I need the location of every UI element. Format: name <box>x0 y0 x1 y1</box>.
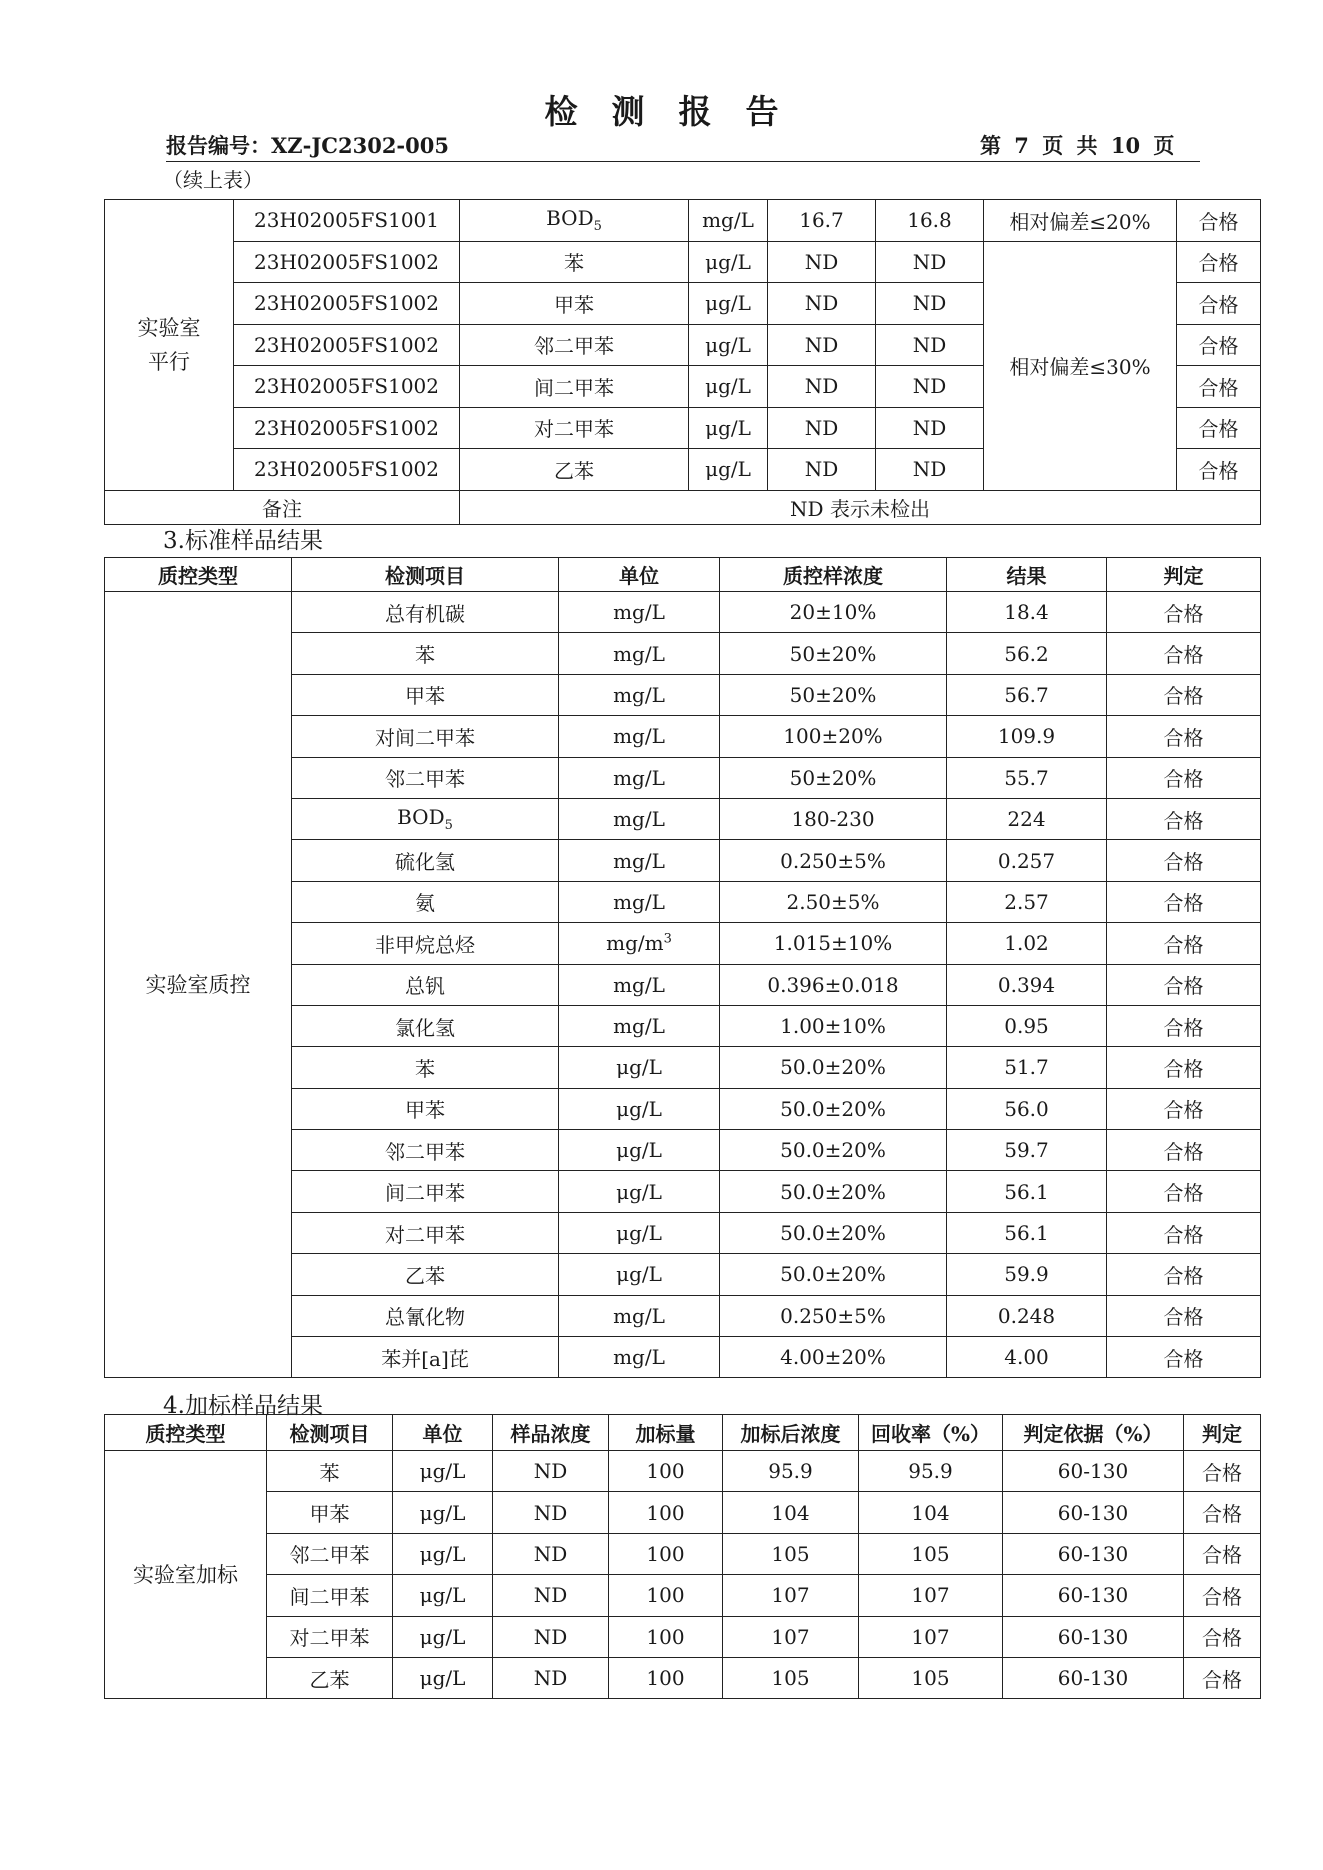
section-title-spike: 4.加标样品结果 <box>163 1393 323 1419</box>
judgment: 合格 <box>1107 716 1261 757</box>
result: 59.9 <box>947 1254 1107 1295</box>
test-item: 甲苯 <box>292 1088 559 1129</box>
result-2: ND <box>876 324 984 366</box>
remarks-row <box>105 490 1261 524</box>
test-item: 邻二甲苯 <box>292 1130 559 1171</box>
standard-sample-table <box>104 557 1261 1378</box>
sample-id: 23H02005FS1002 <box>234 324 460 366</box>
judgment-basis: 60-130 <box>1003 1575 1184 1616</box>
qc-concentration: 0.396±0.018 <box>720 964 947 1005</box>
column-header: 加标后浓度 <box>723 1415 859 1451</box>
result-1: ND <box>768 449 876 491</box>
column-header: 检测项目 <box>292 558 559 592</box>
test-item: 总钒 <box>292 964 559 1005</box>
table-row <box>105 1657 1261 1698</box>
judgment: 合格 <box>1107 1171 1261 1212</box>
recovery-rate: 105 <box>859 1657 1003 1698</box>
judgment: 合格 <box>1184 1492 1261 1533</box>
unit: μg/L <box>393 1575 493 1616</box>
section-title-standard: 3.标准样品结果 <box>163 528 323 554</box>
result-2: ND <box>876 283 984 325</box>
spike-amount: 100 <box>609 1451 723 1492</box>
test-item: 乙苯 <box>460 449 689 491</box>
recovery-rate: 104 <box>859 1492 1003 1533</box>
qc-concentration: 0.250±5% <box>720 840 947 881</box>
sample-concentration: ND <box>493 1492 609 1533</box>
test-item: 甲苯 <box>267 1492 393 1533</box>
qc-concentration: 0.250±5% <box>720 1295 947 1336</box>
result: 0.257 <box>947 840 1107 881</box>
table-header-row <box>105 1415 1261 1451</box>
result-2: ND <box>876 449 984 491</box>
recovery-rate: 107 <box>859 1575 1003 1616</box>
unit: μg/L <box>689 449 768 491</box>
post-spike-concentration: 105 <box>723 1533 859 1574</box>
result: 109.9 <box>947 716 1107 757</box>
column-header: 判定 <box>1107 558 1261 592</box>
result-2: ND <box>876 366 984 408</box>
remarks-label: 备注 <box>105 490 460 524</box>
result: 4.00 <box>947 1337 1107 1378</box>
result: 18.4 <box>947 592 1107 633</box>
post-spike-concentration: 104 <box>723 1492 859 1533</box>
test-item: 邻二甲苯 <box>292 757 559 798</box>
result: 56.2 <box>947 633 1107 674</box>
judgment: 合格 <box>1184 1533 1261 1574</box>
unit: mg/L <box>559 1005 720 1046</box>
judgment: 合格 <box>1107 1088 1261 1129</box>
test-item: 氨 <box>292 881 559 922</box>
test-item-text: BOD <box>546 206 594 231</box>
judgment: 合格 <box>1107 674 1261 715</box>
table-row <box>105 200 1261 242</box>
report-title: 检测报告 <box>544 92 813 131</box>
spike-amount: 100 <box>609 1657 723 1698</box>
qc-concentration: 50±20% <box>720 757 947 798</box>
unit: μg/L <box>689 366 768 408</box>
test-item: 乙苯 <box>267 1657 393 1698</box>
spike-amount: 100 <box>609 1575 723 1616</box>
table-row <box>105 241 1261 283</box>
qc-concentration: 1.015±10% <box>720 923 947 964</box>
table-row <box>105 1616 1261 1657</box>
result: 59.7 <box>947 1130 1107 1171</box>
judgment: 合格 <box>1177 324 1261 366</box>
judgment: 合格 <box>1107 757 1261 798</box>
column-header: 单位 <box>393 1415 493 1451</box>
judgment: 合格 <box>1177 366 1261 408</box>
result-1: ND <box>768 241 876 283</box>
post-spike-concentration: 107 <box>723 1575 859 1616</box>
judgment: 合格 <box>1177 241 1261 283</box>
qc-concentration: 50.0±20% <box>720 1130 947 1171</box>
sample-id: 23H02005FS1001 <box>234 200 460 242</box>
judgment-basis: 60-130 <box>1003 1533 1184 1574</box>
unit: μg/L <box>559 1088 720 1129</box>
unit: mg/L <box>689 200 768 242</box>
judgment-basis: 60-130 <box>1003 1492 1184 1533</box>
judgment: 合格 <box>1107 1005 1261 1046</box>
criterion: 相对偏差≤30% <box>984 241 1177 490</box>
unit: mg/L <box>559 964 720 1005</box>
qc-concentration: 50±20% <box>720 674 947 715</box>
unit: mg/L <box>559 840 720 881</box>
judgment: 合格 <box>1107 633 1261 674</box>
unit: mg/L <box>559 633 720 674</box>
result: 0.248 <box>947 1295 1107 1336</box>
unit: μg/L <box>689 241 768 283</box>
unit: mg/L <box>559 716 720 757</box>
test-item: 苯 <box>292 633 559 674</box>
test-item: 间二甲苯 <box>460 366 689 408</box>
qc-concentration: 50.0±20% <box>720 1212 947 1253</box>
test-item: 间二甲苯 <box>267 1575 393 1616</box>
qc-concentration: 2.50±5% <box>720 881 947 922</box>
spiked-sample-table <box>104 1414 1261 1699</box>
judgment: 合格 <box>1177 407 1261 449</box>
judgment-basis: 60-130 <box>1003 1616 1184 1657</box>
column-header: 加标量 <box>609 1415 723 1451</box>
judgment: 合格 <box>1184 1616 1261 1657</box>
result-1: ND <box>768 407 876 449</box>
test-item: 对间二甲苯 <box>292 716 559 757</box>
result: 224 <box>947 798 1107 839</box>
result: 55.7 <box>947 757 1107 798</box>
column-header: 质控类型 <box>105 1415 267 1451</box>
unit: mg/L <box>559 798 720 839</box>
judgment: 合格 <box>1184 1575 1261 1616</box>
judgment: 合格 <box>1107 1047 1261 1088</box>
sample-id: 23H02005FS1002 <box>234 449 460 491</box>
test-item: 氯化氢 <box>292 1005 559 1046</box>
column-header: 单位 <box>559 558 720 592</box>
test-item-text: BOD <box>397 805 445 830</box>
recovery-rate: 107 <box>859 1616 1003 1657</box>
table-row <box>105 1492 1261 1533</box>
judgment: 合格 <box>1177 449 1261 491</box>
sample-id: 23H02005FS1002 <box>234 241 460 283</box>
column-header: 判定 <box>1184 1415 1261 1451</box>
column-header: 判定依据（%） <box>1003 1415 1184 1451</box>
table-row <box>105 1451 1261 1492</box>
qc-concentration: 50.0±20% <box>720 1047 947 1088</box>
column-header: 质控样浓度 <box>720 558 947 592</box>
judgment: 合格 <box>1107 840 1261 881</box>
judgment: 合格 <box>1184 1451 1261 1492</box>
judgment: 合格 <box>1107 1130 1261 1171</box>
column-header: 质控类型 <box>105 558 292 592</box>
test-item: 总氰化物 <box>292 1295 559 1336</box>
test-item: 对二甲苯 <box>460 407 689 449</box>
column-header: 样品浓度 <box>493 1415 609 1451</box>
sample-id: 23H02005FS1002 <box>234 283 460 325</box>
column-header: 结果 <box>947 558 1107 592</box>
unit: μg/L <box>393 1492 493 1533</box>
result-2: 16.8 <box>876 200 984 242</box>
judgment-basis: 60-130 <box>1003 1657 1184 1698</box>
result: 0.394 <box>947 964 1107 1005</box>
unit: μg/L <box>559 1171 720 1212</box>
judgment-basis: 60-130 <box>1003 1451 1184 1492</box>
sample-concentration: ND <box>493 1616 609 1657</box>
header-divider <box>166 161 1200 162</box>
test-item: 间二甲苯 <box>292 1171 559 1212</box>
recovery-rate: 95.9 <box>859 1451 1003 1492</box>
table-header-row <box>105 558 1261 592</box>
remarks-text: ND 表示未检出 <box>460 490 1261 524</box>
unit: μg/L <box>689 283 768 325</box>
unit: μg/L <box>559 1047 720 1088</box>
qc-concentration: 50.0±20% <box>720 1088 947 1129</box>
unit: μg/L <box>393 1616 493 1657</box>
judgment: 合格 <box>1107 1254 1261 1295</box>
spike-amount: 100 <box>609 1533 723 1574</box>
test-item: 总有机碳 <box>292 592 559 633</box>
continued-note: （续上表） <box>163 168 263 192</box>
result: 56.0 <box>947 1088 1107 1129</box>
table-row <box>105 1533 1261 1574</box>
column-header: 检测项目 <box>267 1415 393 1451</box>
result-1: 16.7 <box>768 200 876 242</box>
judgment: 合格 <box>1177 283 1261 325</box>
judgment: 合格 <box>1107 1295 1261 1336</box>
table-row <box>105 592 1261 633</box>
unit: μg/L <box>559 1212 720 1253</box>
test-item: 乙苯 <box>292 1254 559 1295</box>
test-item <box>292 798 559 839</box>
judgment: 合格 <box>1107 923 1261 964</box>
judgment: 合格 <box>1107 1212 1261 1253</box>
unit: μg/L <box>559 1254 720 1295</box>
test-item: 苯 <box>460 241 689 283</box>
test-item: 对二甲苯 <box>292 1212 559 1253</box>
unit: mg/L <box>559 1337 720 1378</box>
qc-concentration: 50.0±20% <box>720 1254 947 1295</box>
qc-category-line2: 平行 <box>148 349 190 374</box>
sample-concentration: ND <box>493 1451 609 1492</box>
unit: μg/L <box>393 1451 493 1492</box>
test-item-subscript: 5 <box>444 818 453 834</box>
unit: μg/L <box>689 324 768 366</box>
unit-text: mg/m <box>606 931 664 956</box>
qc-concentration: 50±20% <box>720 633 947 674</box>
column-header: 回收率（%） <box>859 1415 1003 1451</box>
unit: μg/L <box>393 1533 493 1574</box>
qc-category-cell: 实验室质控 <box>105 592 292 1378</box>
qc-concentration: 50.0±20% <box>720 1171 947 1212</box>
result-2: ND <box>876 241 984 283</box>
unit: mg/L <box>559 1295 720 1336</box>
test-item: 硫化氢 <box>292 840 559 881</box>
unit-superscript: 3 <box>663 931 672 947</box>
judgment: 合格 <box>1107 798 1261 839</box>
spike-amount: 100 <box>609 1616 723 1657</box>
post-spike-concentration: 107 <box>723 1616 859 1657</box>
test-item <box>460 200 689 242</box>
test-item: 苯 <box>292 1047 559 1088</box>
qc-concentration: 20±10% <box>720 592 947 633</box>
result: 0.95 <box>947 1005 1107 1046</box>
result-1: ND <box>768 366 876 408</box>
result: 56.1 <box>947 1212 1107 1253</box>
result-1: ND <box>768 324 876 366</box>
unit: mg/L <box>559 592 720 633</box>
result: 2.57 <box>947 881 1107 922</box>
test-item: 邻二甲苯 <box>267 1533 393 1574</box>
post-spike-concentration: 95.9 <box>723 1451 859 1492</box>
judgment: 合格 <box>1107 964 1261 1005</box>
result: 56.7 <box>947 674 1107 715</box>
unit: mg/L <box>559 881 720 922</box>
sample-concentration: ND <box>493 1575 609 1616</box>
criterion: 相对偏差≤20% <box>984 200 1177 242</box>
spike-amount: 100 <box>609 1492 723 1533</box>
sample-id: 23H02005FS1002 <box>234 366 460 408</box>
post-spike-concentration: 105 <box>723 1657 859 1698</box>
qc-category-cell <box>105 200 234 491</box>
recovery-rate: 105 <box>859 1533 1003 1574</box>
unit: μg/L <box>689 407 768 449</box>
qc-concentration: 100±20% <box>720 716 947 757</box>
sample-id: 23H02005FS1002 <box>234 407 460 449</box>
qc-category-line1: 实验室 <box>137 315 201 340</box>
test-item: 邻二甲苯 <box>460 324 689 366</box>
result: 56.1 <box>947 1171 1107 1212</box>
qc-concentration: 4.00±20% <box>720 1337 947 1378</box>
unit: μg/L <box>393 1657 493 1698</box>
qc-concentration: 1.00±10% <box>720 1005 947 1046</box>
result: 51.7 <box>947 1047 1107 1088</box>
judgment: 合格 <box>1184 1657 1261 1698</box>
judgment: 合格 <box>1107 1337 1261 1378</box>
unit: mg/L <box>559 757 720 798</box>
table-row <box>105 1575 1261 1616</box>
judgment: 合格 <box>1177 200 1261 242</box>
unit <box>559 923 720 964</box>
sample-concentration: ND <box>493 1657 609 1698</box>
result: 1.02 <box>947 923 1107 964</box>
unit: mg/L <box>559 674 720 715</box>
result-1: ND <box>768 283 876 325</box>
test-item: 苯并[a]芘 <box>292 1337 559 1378</box>
judgment: 合格 <box>1107 592 1261 633</box>
judgment: 合格 <box>1107 881 1261 922</box>
result-2: ND <box>876 407 984 449</box>
test-item: 甲苯 <box>292 674 559 715</box>
unit: μg/L <box>559 1130 720 1171</box>
test-item: 苯 <box>267 1451 393 1492</box>
report-number: 报告编号：XZ-JC2302-005 <box>166 133 449 158</box>
qc-category-cell: 实验室加标 <box>105 1451 267 1699</box>
page-indicator: 第 7 页 共 10 页 <box>980 133 1175 158</box>
sample-concentration: ND <box>493 1533 609 1574</box>
qc-concentration: 180-230 <box>720 798 947 839</box>
parallel-table <box>104 199 1261 525</box>
test-item-subscript: 5 <box>593 219 602 235</box>
test-item: 非甲烷总烃 <box>292 923 559 964</box>
test-item: 对二甲苯 <box>267 1616 393 1657</box>
test-item: 甲苯 <box>460 283 689 325</box>
